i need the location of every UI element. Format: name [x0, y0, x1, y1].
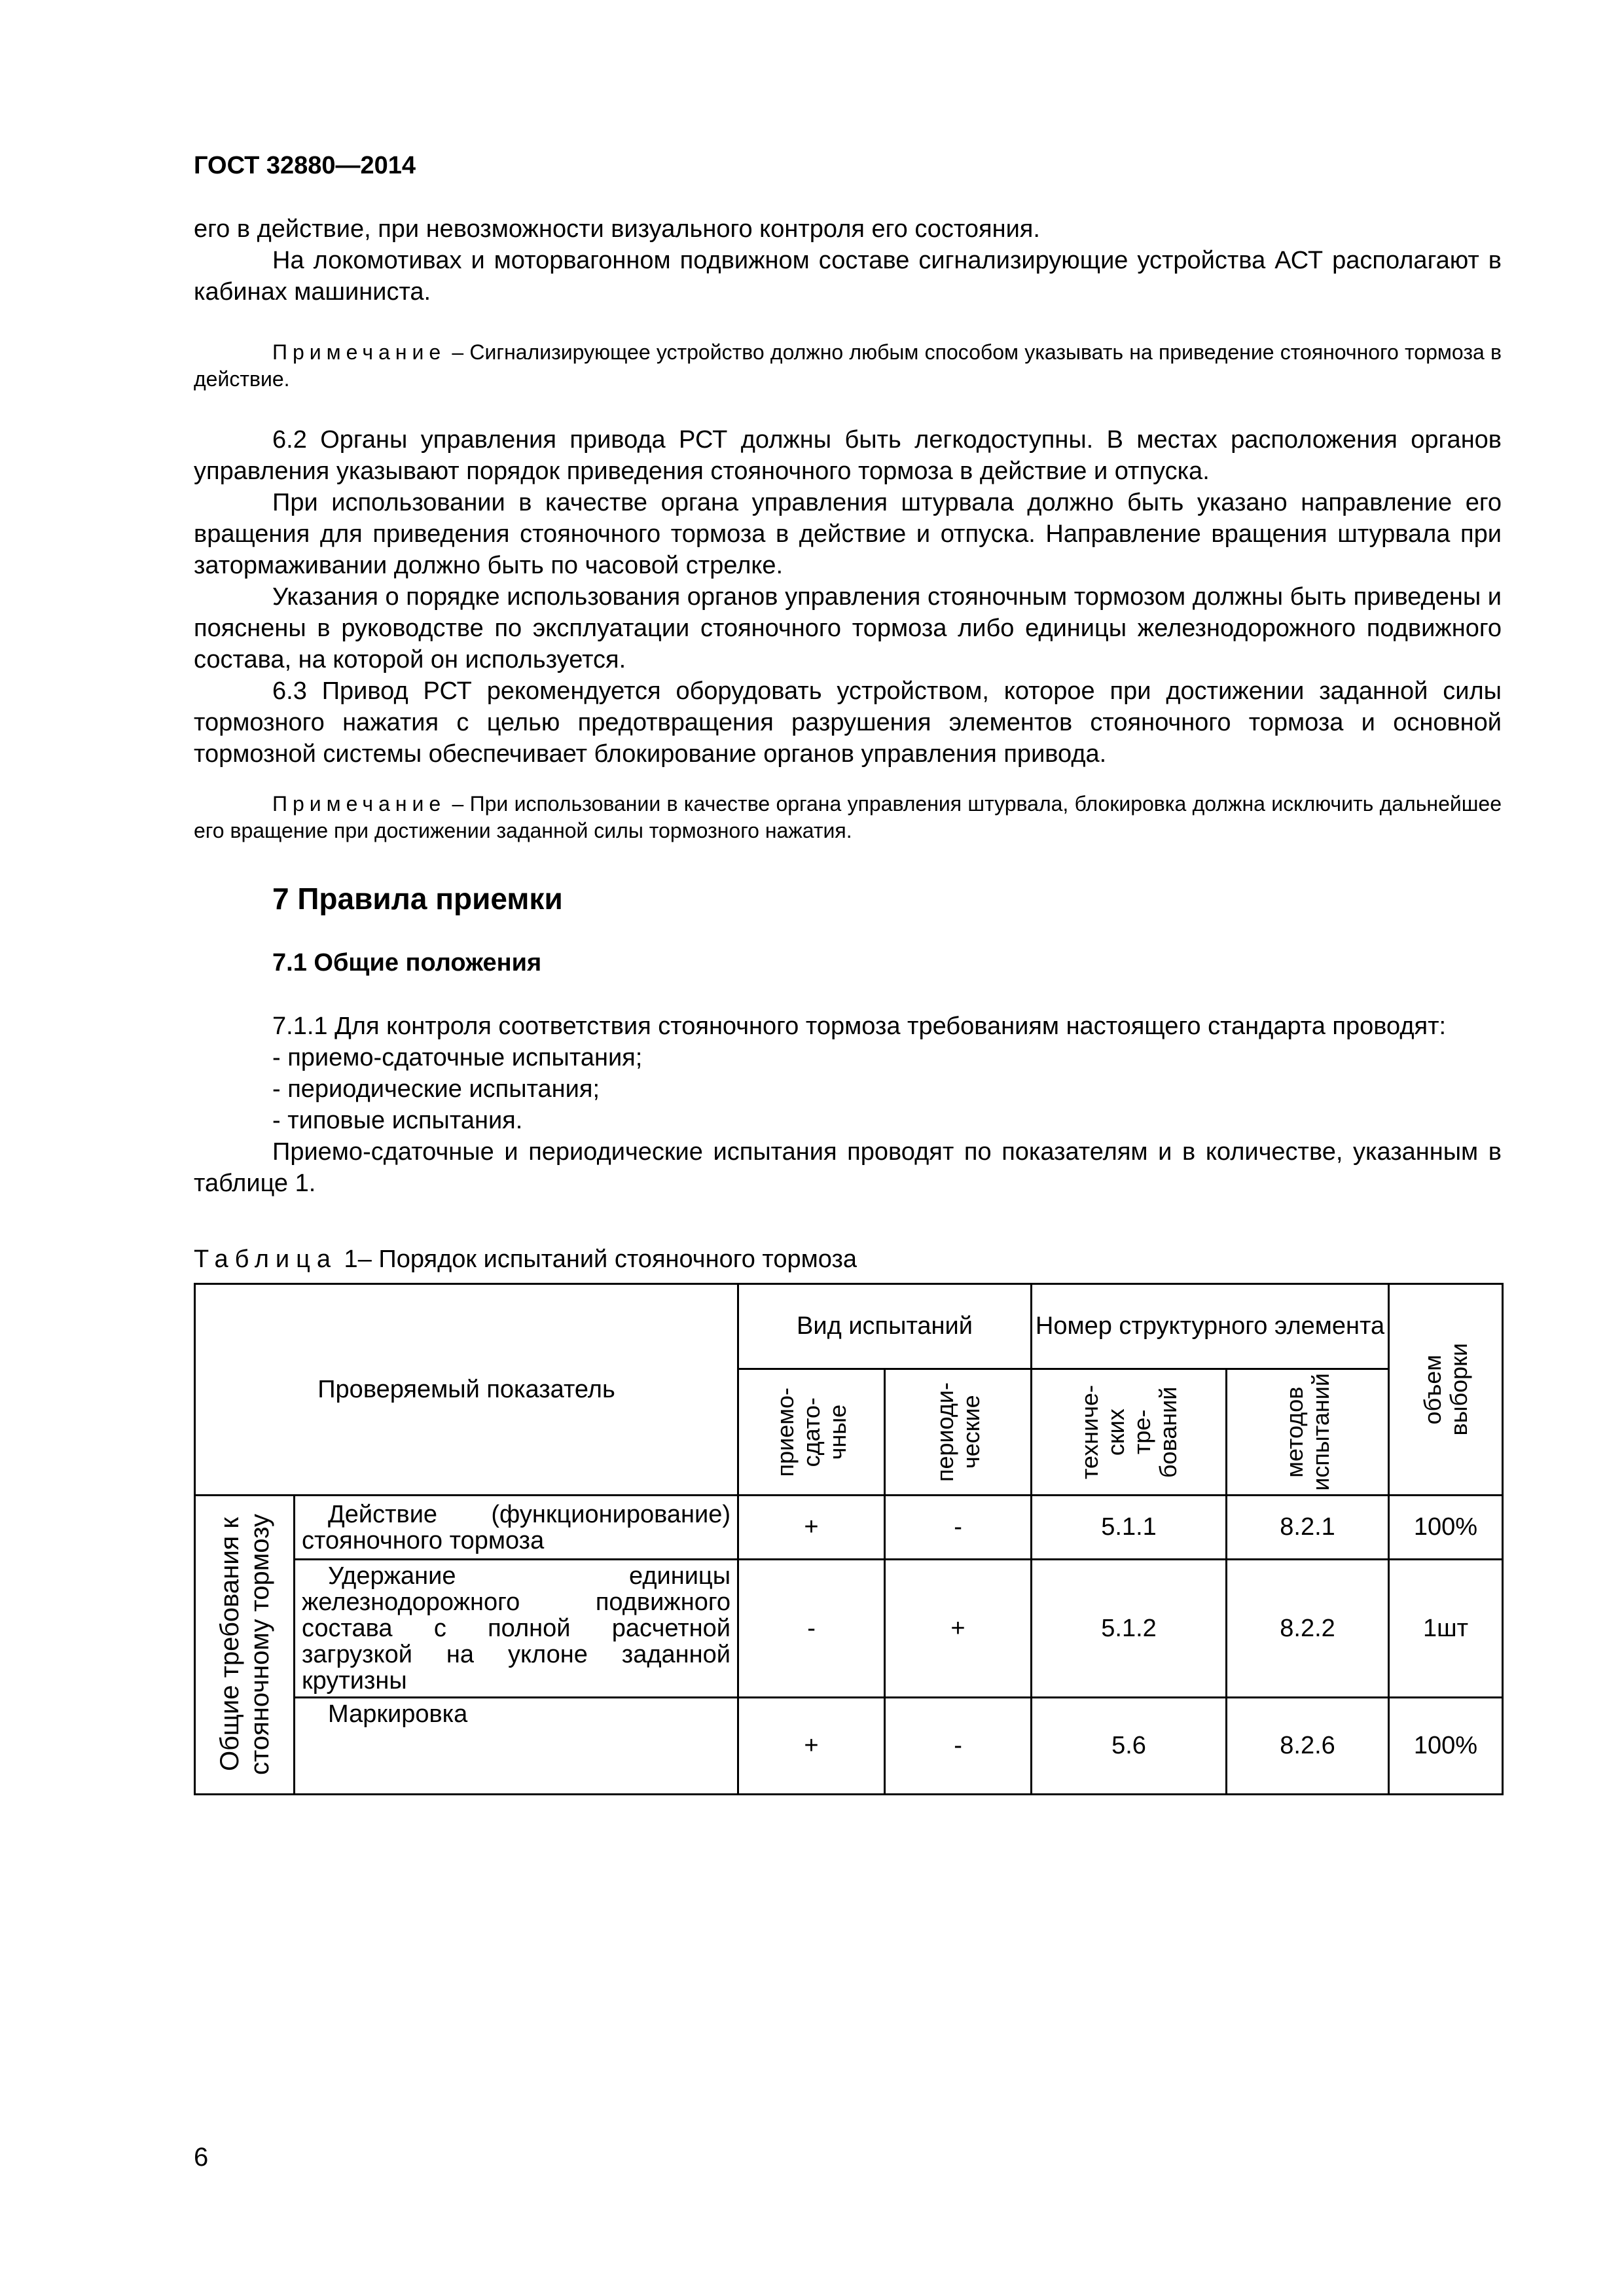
tech-cell: 5.6	[1032, 1698, 1227, 1795]
note-label: Примечание	[272, 340, 446, 364]
paragraph: 7.1.1 Для контроля соответствия стояночного тормоза требованиям настоящего стандарта проводят:	[272, 1013, 1447, 1040]
methods-cell: 8.2.1	[1227, 1496, 1389, 1560]
text-block-top	[194, 213, 1502, 308]
table-row	[195, 1496, 1503, 1560]
text-block-bottom	[194, 1011, 1502, 1199]
table-row	[195, 1560, 1503, 1698]
page-number: 6	[194, 2143, 209, 2172]
note-text: – При использовании в качестве органа управления штурвала, блокировка должна исключить дальнейшее его вращение при достижении заданной силы тормозного нажатия.	[194, 792, 1502, 842]
header-acceptance: приемо- сдато- чные	[738, 1369, 885, 1496]
paragraph: 6.3 Привод РСТ рекомендуется оборудовать устройством, которое при достижении заданной силы тормозного нажатия с целью предотвращения разрушения элементов стояночного тормоза и основной тормозной системы обеспечивает блокирование органов управления привода.	[194, 677, 1502, 768]
header-test-type: Вид испытаний	[738, 1284, 1032, 1369]
periodic-cell: -	[885, 1698, 1032, 1795]
header-param: Проверяемый показатель	[195, 1284, 738, 1496]
tech-cell: 5.1.2	[1032, 1560, 1227, 1698]
note-text: – Сигнализирующее устройство должно любым способом указывать на приведение стояночного тормоза в действие.	[194, 340, 1502, 391]
table-row	[195, 1698, 1503, 1795]
list-item: - периодические испытания;	[272, 1075, 600, 1103]
sample-cell: 100%	[1389, 1698, 1503, 1795]
paragraph: На локомотивах и моторвагонном подвижном составе сигнализирующие устройства АСТ располагают в кабинах машиниста.	[194, 247, 1502, 306]
header-periodic: периоди- ческие	[885, 1369, 1032, 1496]
paragraph: 6.2 Органы управления привода РСТ должны быть легкодоступны. В местах расположения органов управления указывают порядок приведения стояночного тормоза в действие и отпуска.	[194, 426, 1502, 485]
list-item: - приемо-сдаточные испытания;	[272, 1044, 643, 1071]
header-struct-element: Номер структурного элемента	[1032, 1284, 1389, 1369]
tests-table	[194, 1283, 1504, 1795]
list-item: - типовые испытания.	[272, 1107, 523, 1134]
param-cell: Действие (функционирование) стояночного тормоза	[295, 1496, 738, 1560]
group-cell: Общие требования к стояночному тормозу	[195, 1496, 295, 1795]
methods-cell: 8.2.2	[1227, 1560, 1389, 1698]
document-header: ГОСТ 32880—2014	[194, 152, 416, 179]
acceptance-cell: +	[738, 1698, 885, 1795]
note-label: Примечание	[272, 792, 446, 816]
acceptance-cell: -	[738, 1560, 885, 1698]
section-title: 7 Правила приемки	[272, 882, 563, 916]
sample-cell: 100%	[1389, 1496, 1503, 1560]
table-caption: Таблица 1– Порядок испытаний стояночного тормоза	[194, 1246, 857, 1273]
param-cell: Удержание единицы железнодорожного подвижного состава с полной расчетной загрузкой на уклоне заданной крутизны	[295, 1560, 738, 1698]
paragraph: При использовании в качестве органа управления штурвала должно быть указано направление его вращения для приведения стояночного тормоза в действие и отпуска. Направление вращения штурвала при затормаживании должно быть по часовой стрелке.	[194, 489, 1502, 579]
note-1	[194, 339, 1502, 393]
paragraph: Приемо-сдаточные и периодические испытания проводят по показателям и в количестве, указанным в таблице 1.	[194, 1138, 1502, 1197]
periodic-cell: -	[885, 1496, 1032, 1560]
param-cell: Маркировка	[295, 1698, 738, 1795]
periodic-cell: +	[885, 1560, 1032, 1698]
header-test-methods: методов испытаний	[1227, 1369, 1389, 1496]
note-2	[194, 791, 1502, 844]
header-tech-req: техниче- ских тре- бований	[1032, 1369, 1227, 1496]
sample-cell: 1шт	[1389, 1560, 1503, 1698]
subsection-title: 7.1 Общие положения	[272, 949, 542, 977]
text-block-middle	[194, 424, 1502, 770]
paragraph: Указания о порядке использования органов управления стояночным тормозом должны быть приведены и пояснены в руководстве по эксплуатации стояночного тормоза либо единицы железнодорожного подвижного состава, на которой он используется.	[194, 583, 1502, 673]
paragraph: его в действие, при невозможности визуального контроля его состояния.	[194, 215, 1040, 243]
header-sample-size: объем выборки	[1389, 1284, 1503, 1496]
methods-cell: 8.2.6	[1227, 1698, 1389, 1795]
acceptance-cell: +	[738, 1496, 885, 1560]
tech-cell: 5.1.1	[1032, 1496, 1227, 1560]
